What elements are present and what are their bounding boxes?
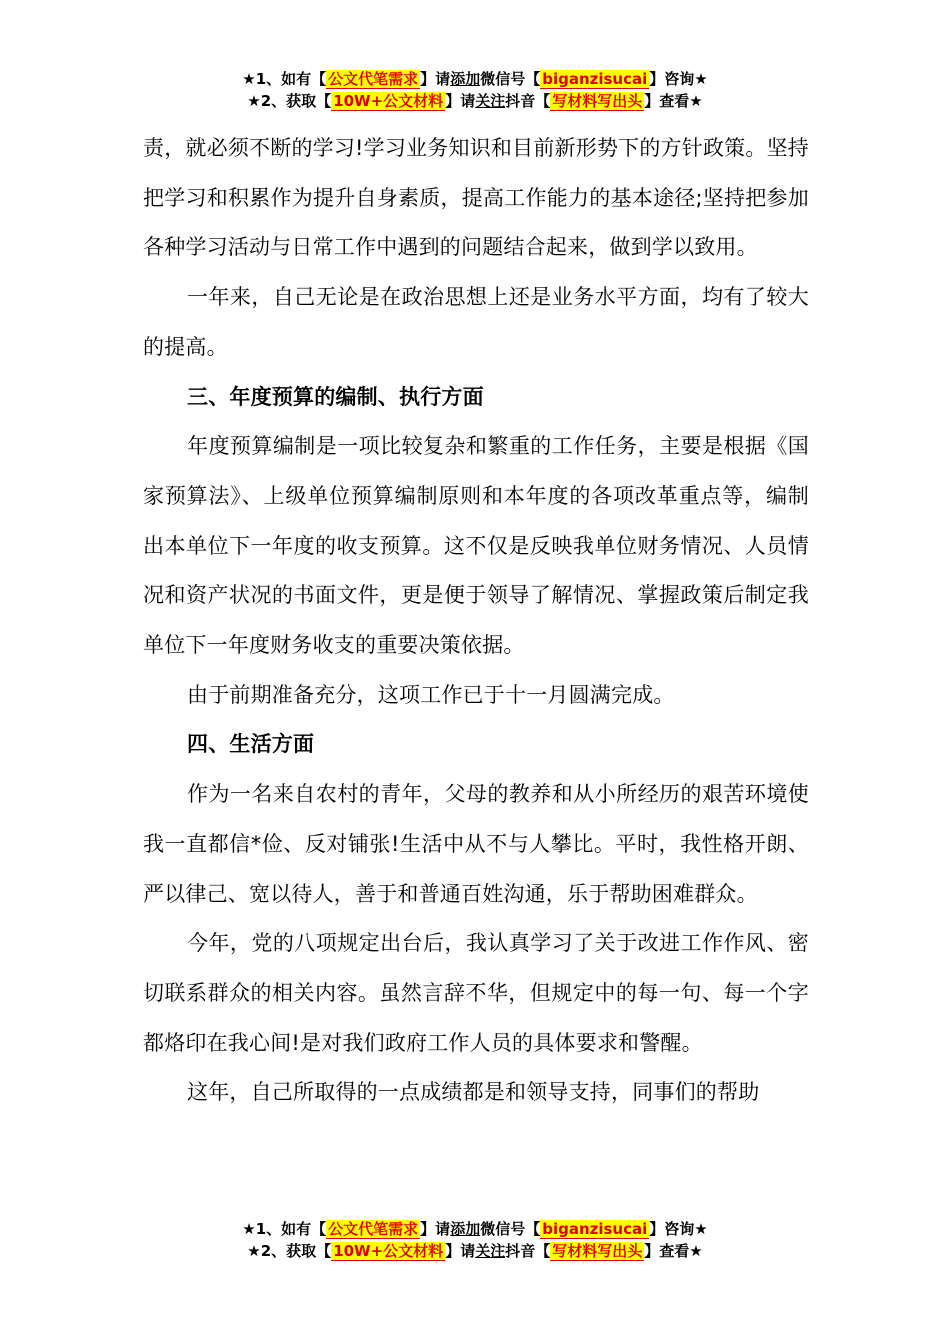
highlight-service: 公文代笔需求 (328, 1220, 419, 1238)
section-heading: 三、年度预算的编制、执行方面 (187, 384, 484, 409)
banner-text: ★1、如有【 (242, 70, 327, 88)
paragraph: 今年，党的八项规定出台后，我认真学习了关于改进工作作风、密切联系群众的相关内容。虽然言辞不华，但规定中的每一句、每一个字都烙印在我心间!是对我们政府工作人员的具体要求和警醒。 (143, 931, 809, 1055)
paragraph: 由于前期准备充分，这项工作已于十一月圆满完成。 (187, 682, 675, 707)
banner-text: 抖音【 (505, 1242, 551, 1260)
banner-text: 】查看★ (644, 92, 703, 110)
highlight-douyin-account: 写材料写出头 (552, 92, 643, 110)
banner-line-2 (0, 1240, 950, 1262)
highlight-wechat-id: biganzisucai (542, 70, 648, 88)
banner-text: ★1、如有【 (242, 1220, 327, 1238)
banner-text: 】请 (445, 92, 476, 110)
banner-underlined-text: 关注 (475, 1242, 506, 1260)
paragraph: 年度预算编制是一项比较复杂和繁重的工作任务，主要是根据《国家预算法》、上级单位预算编制原则和本年度的各项改革重点等，编制出本单位下一年度的收支预算。这不仅是反映我单位财务情况、人员情况和资产状况的书面文件，更是便于领导了解情况、掌握政策后制定我单位下一年度财务收支的重要决策依据。 (143, 434, 809, 658)
banner-underlined-text: 添加 (450, 70, 481, 88)
highlight-materials: 10W+公文材料 (333, 92, 444, 110)
bottom-banner (0, 1218, 950, 1262)
banner-text: 】咨询★ (649, 1220, 708, 1238)
banner-underlined-text: 关注 (475, 92, 506, 110)
paragraph: 作为一名来自农村的青年，父母的教养和从小所经历的艰苦环境使我一直都信*俭、反对铺张!生活中从不与人攀比。平时，我性格开朗、严以律己、宽以待人，善于和普通百姓沟通，乐于帮助困难群众。 (143, 782, 809, 906)
banner-text: 】请 (445, 1242, 476, 1260)
banner-text: 微信号【 (480, 1220, 541, 1238)
banner-text: 】请 (420, 1220, 451, 1238)
paragraph: 这年，自己所取得的一点成绩都是和领导支持，同事们的帮助 (187, 1080, 760, 1105)
banner-text: 】查看★ (644, 1242, 703, 1260)
banner-underlined-text: 添加 (450, 1220, 481, 1238)
section-heading: 四、生活方面 (187, 732, 315, 757)
top-banner (0, 68, 950, 112)
banner-line-1 (0, 68, 950, 90)
banner-text: ★2、获取【 (247, 92, 332, 110)
highlight-wechat-id: biganzisucai (542, 1220, 648, 1238)
banner-line-1 (0, 1218, 950, 1240)
banner-text: 】咨询★ (649, 70, 708, 88)
paragraph: 责，就必须不断的学习!学习业务知识和目前新形势下的方针政策。坚持把学习和积累作为提升自身素质，提高工作能力的基本途径;坚持把参加各种学习活动与日常工作中遇到的问题结合起来，做到学以致用。 (143, 136, 809, 260)
banner-text: 】请 (420, 70, 451, 88)
highlight-service: 公文代笔需求 (328, 70, 419, 88)
highlight-douyin-account: 写材料写出头 (552, 1242, 643, 1260)
document-body (143, 124, 809, 1118)
paragraph: 一年来，自己无论是在政治思想上还是业务水平方面，均有了较大的提高。 (143, 285, 809, 359)
banner-text: 微信号【 (480, 70, 541, 88)
banner-line-2 (0, 90, 950, 112)
banner-text: ★2、获取【 (247, 1242, 332, 1260)
highlight-materials: 10W+公文材料 (333, 1242, 444, 1260)
banner-text: 抖音【 (505, 92, 551, 110)
